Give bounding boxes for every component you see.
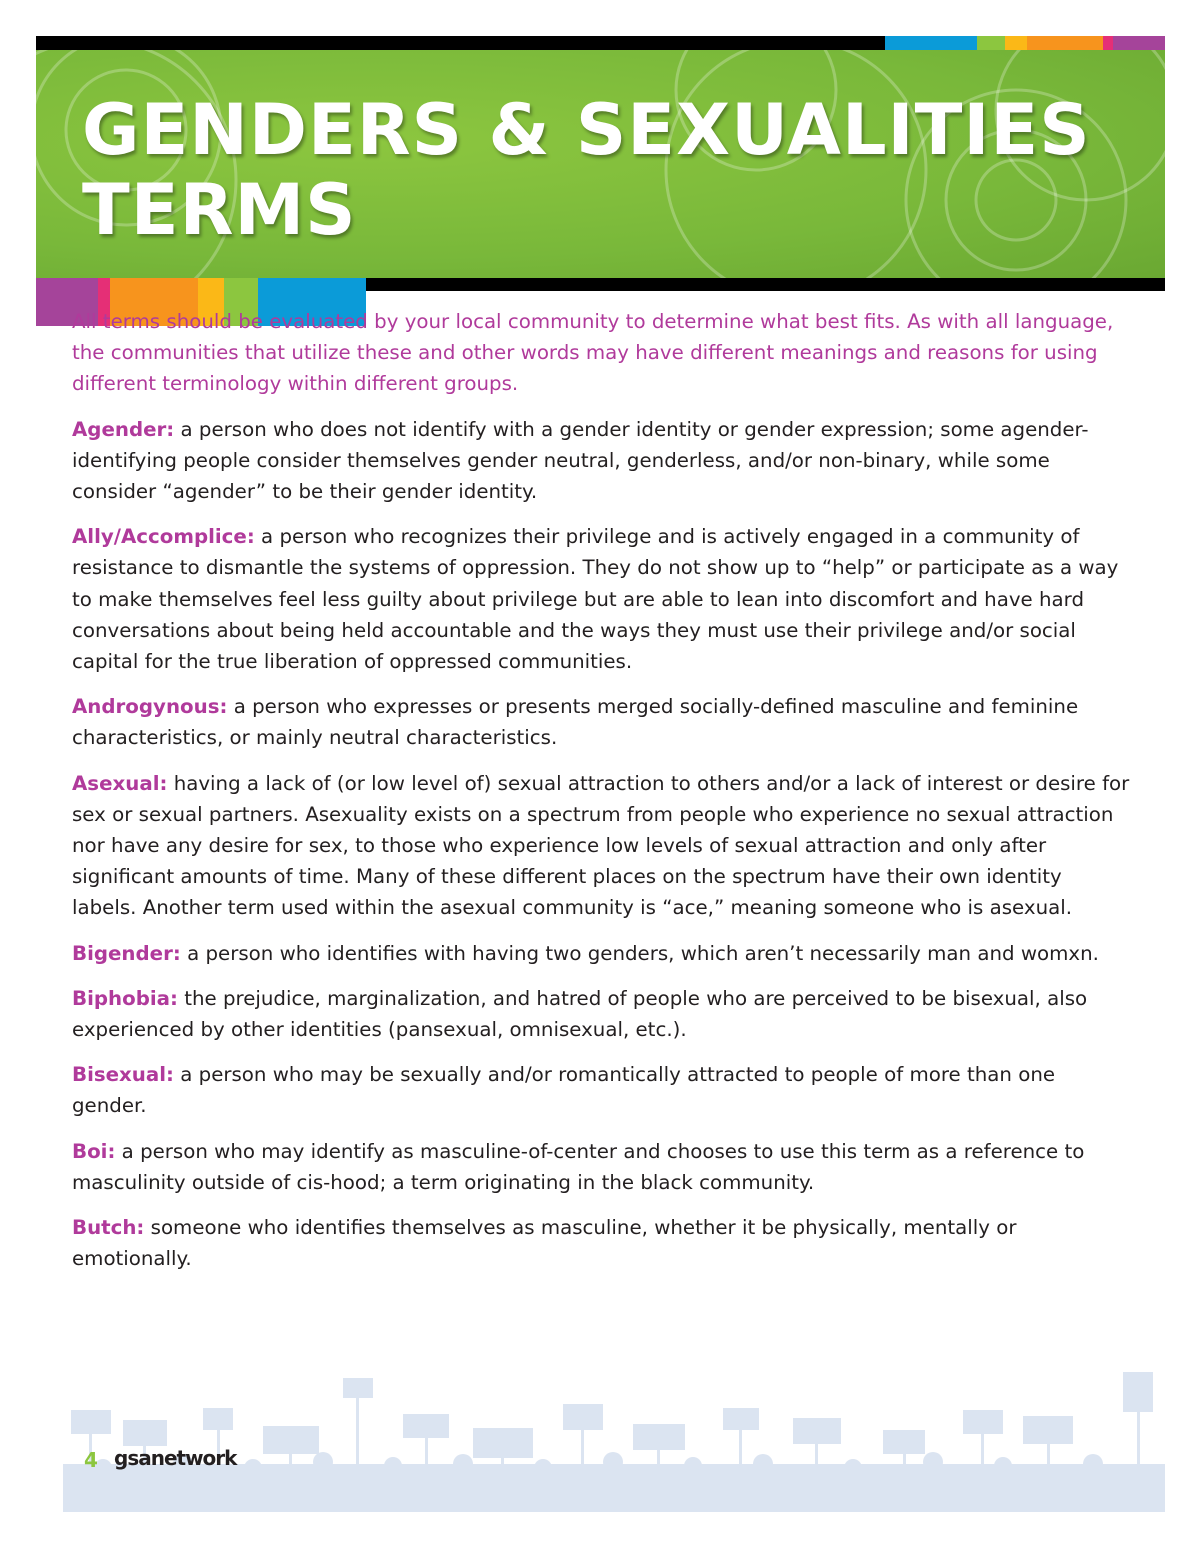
term-entry (72, 691, 1132, 753)
term-entry (72, 1212, 1132, 1274)
term-entry (72, 938, 1132, 969)
term-name: Ally/Accomplice: (72, 525, 255, 549)
banner-green-panel (36, 50, 1165, 278)
top-color-stripes (885, 36, 1165, 50)
title-line-2: TERMS (82, 169, 357, 251)
term-name: Agender: (72, 417, 175, 441)
term-entry (72, 521, 1132, 677)
term-definition: someone who identifies themselves as masculine, whether it be physically, mentally or emotionally. (72, 1216, 1017, 1271)
term-definition: the prejudice, marginalization, and hatred of people who are perceived to be bisexual, also experienced by other identities (pansexual, omnisexual, etc.). (72, 986, 1088, 1042)
gsa-network-logo: gsanetwork (114, 1446, 237, 1470)
page-number: 4 (84, 1448, 98, 1472)
title-line-1: GENDERS & SEXUALITIES (82, 89, 1091, 171)
page-title (82, 90, 1091, 250)
term-name: Androgynous: (72, 695, 228, 719)
term-definition: a person who identifies with having two genders, which aren’t necessarily man and womxn. (187, 941, 1099, 965)
header-banner (36, 36, 1165, 291)
term-definition: a person who may be sexually and/or romantically attracted to people of more than one gender. (72, 1063, 1056, 1118)
term-name: Butch: (72, 1216, 145, 1240)
term-entry (72, 768, 1132, 924)
term-entry (72, 1059, 1132, 1121)
glossary-content (72, 306, 1132, 1288)
term-name: Biphobia: (72, 986, 178, 1010)
term-definition: a person who expresses or presents merged socially-defined masculine and feminine characteristics, or mainly neutral characteristics. (72, 695, 1079, 750)
term-entry (72, 1136, 1132, 1198)
term-name: Asexual: (72, 771, 168, 795)
term-entry (72, 983, 1132, 1045)
term-definition: a person who may identify as masculine-of-center and chooses to use this term as a reference to masculinity outside of cis-hood; a term originating in the black community. (72, 1139, 1085, 1194)
term-definition: having a lack of (or low level of) sexual attraction to others and/or a lack of interest or desire for sex or sexual partners. Asexuality exists on a spectrum from people who experience no sexual attraction nor have any desire for sex, to those who experience low levels of sexual attraction and only after significant amounts of time. Many of these different places on the spectrum have their own identity labels. Another term used within the asexual community is “ace,” meaning someone who is asexual. (72, 771, 1130, 920)
intro-paragraph: All terms should be evaluated by your local community to determine what best fits. As with all language, the communities that utilize these and other words may have different meanings and reasons for using different terminology within different groups. (72, 310, 1114, 396)
term-name: Boi: (72, 1139, 116, 1163)
term-name: Bisexual: (72, 1063, 174, 1087)
term-definition: a person who recognizes their privilege and is actively engaged in a community of resistance to dismantle the systems of oppression. They do not show up to “help” or participate as a way to make themselves feel less guilty about privilege but are able to lean into discomfort and have hard conversations about being held accountable and the ways they must use their privilege and/or social capital for the true liberation of oppressed communities. (72, 525, 1119, 674)
term-name: Bigender: (72, 941, 181, 965)
term-definition: a person who does not identify with a gender identity or gender expression; some agender-identifying people consider themselves gender neutral, genderless, and/or non-binary, while some consider “agender” to be their gender identity. (72, 417, 1089, 504)
crowd-silhouette-illustration (63, 1368, 1165, 1512)
term-entry (72, 414, 1132, 508)
